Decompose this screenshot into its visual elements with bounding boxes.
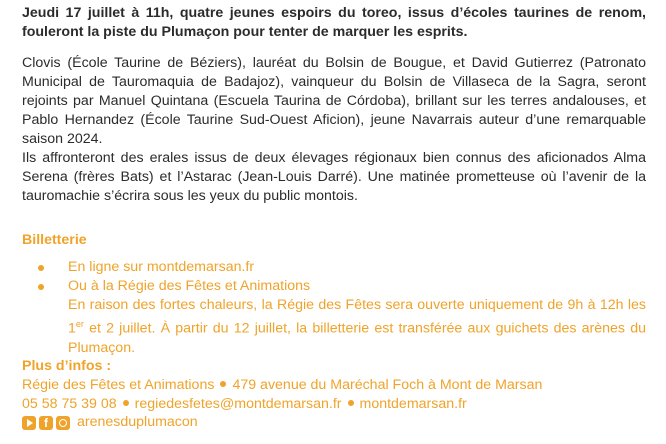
bullet-icon [38,265,44,271]
separator-dot-icon [348,400,354,406]
bulls-paragraph: Ils affronteront des erales issus de deux élevages régionaux bien connus des aficionados Alma Serena (frères Bats) et l’Astarac (Jean-Louis Darré). Une matinée prometteuse où l’avenir de la tauromachie s’écrira sous les yeux du public montois. [22,150,646,204]
separator-dot-icon [220,381,226,387]
info-line-contact [22,395,467,414]
regie-name: Régie des Fêtes et Animations [22,377,215,393]
infos-heading: Plus d’infos : [22,358,112,374]
intro-paragraph: Jeudi 17 juillet à 11h, quatre jeunes espoirs du toreo, issus d’écoles taurines de renom, fouleront la piste du Plumaçon pour tenter de marquer les esprits. [22,5,646,40]
social-row [22,413,198,432]
social-handle[interactable]: arenesduplumacon [77,414,198,430]
address-text: 479 avenue du Maréchal Foch à Mont de Marsan [232,377,543,393]
facebook-icon[interactable]: f [39,416,53,430]
website-link[interactable]: montdemarsan.fr [359,396,467,412]
info-line-address [22,376,542,395]
separator-dot-icon [123,400,129,406]
detail-text-a: En raison des fortes chaleurs, la Régie des Fêtes sera ouverte uniquement de 9h à 12h les 1 [68,297,646,337]
list-item [22,277,646,296]
bullet-icon [38,284,44,290]
ordinal-superscript: er [75,319,84,329]
detail-text-b: et 2 juillet. À partir du 12 juillet, la billetterie est transférée aux guichets des arènes du Plumaçon. [68,320,646,356]
regie-ticket-detail [22,296,646,358]
list-item [22,258,646,277]
instagram-icon[interactable] [56,416,70,430]
online-ticket-link[interactable]: En ligne sur montdemarsan.fr [68,259,255,275]
billetterie-heading: Billetterie [22,232,87,248]
email-link[interactable]: regiedesfetes@montdemarsan.fr [134,396,342,412]
lineup-paragraph: Clovis (École Taurine de Béziers), lauréat du Bolsin de Bougue, et David Gutierrez (Patronato Municipal de Tauromaquia de Badajoz), vainqueur du Bolsin de Villaseca de la Sagra, seront rejoints par Manuel Quintana (Escuela Taurina de Córdoba), brillant sur les terres andalouses, et Pablo Hernandez (École Taurine Sud-Ouest Aficion), jeune Navarrais auteur d’une remarquable saison 2024. [22,55,646,147]
regie-ticket-text: Ou à la Régie des Fêtes et Animations [68,278,311,294]
youtube-icon[interactable] [22,416,36,430]
phone-number[interactable]: 05 58 75 39 08 [22,396,117,412]
billetterie-list [22,258,646,358]
